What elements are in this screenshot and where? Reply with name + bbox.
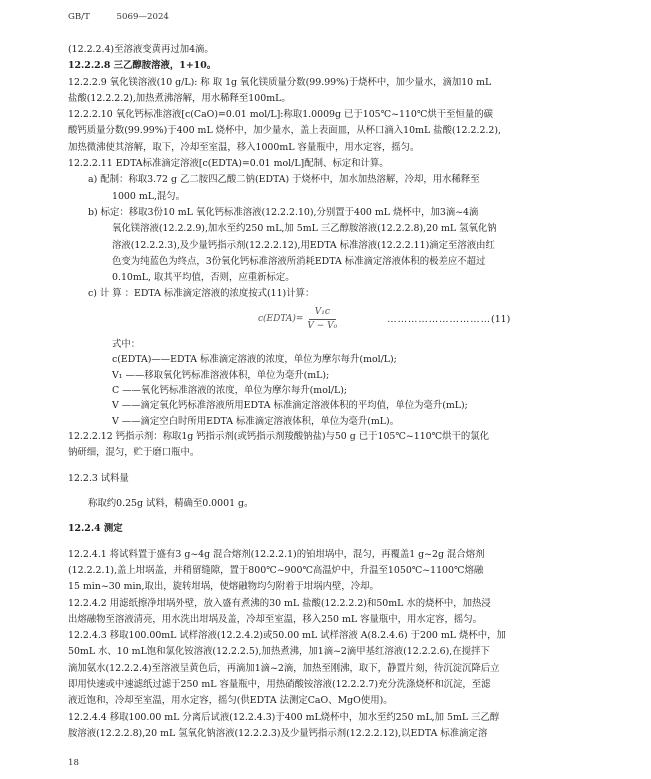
text-line: 滴加氨水(12.2.2.4)至溶液呈黄色后，再滴加1滴~2滴，加热至刚沸，取下，静置片刻，待沉淀沉降后立 [68,662,500,674]
text-line: 12.2.2.12 钙指示剂：称取1g 钙指示剂(或钙指示剂羧酸钠盐)与50 g 已于105℃~110℃烘干的氯化 [68,431,489,443]
text-line: 12.2.2.9 氧化镁溶液(10 g/L): 称 取 1g 氧化镁质量分数(99.99%)于烧杯中，加少量水，滴加10 mL [68,76,492,88]
text-line: 50mL 水、10 mL饱和氯化铵溶液(12.2.2.5),加热煮沸，加1滴~2滴甲基红溶液(12.2.2.6),在搅拌下 [68,646,490,658]
list-item: c) 计 算 ：EDTA 标准滴定溶液的浓度按式(11)计算： [88,288,315,300]
list-item-cont: 溶液(12.2.2.3),及少量钙指示剂(12.2.2.12),用EDTA 标准溶液(12.2.2.11)滴定至溶液由红 [112,239,495,251]
text-line: 15 min~30 min,取出，旋转坩埚，使熔融物均匀附着于坩埚内壁，冷却。 [68,581,379,593]
definition-line: V₁ ——移取氧化钙标准溶液体积，单位为毫升(mL); [112,369,330,381]
text-line: (12.2.2.4)至溶液变黄再过加4滴。 [68,44,214,55]
text-line: 12.2.4.3 移取100.00mL 试样溶液(12.2.4.2)或50.00 mL 试样溶液 A(8.2.4.6) 于200 mL 烧杯中，加 [68,630,506,642]
list-item-cont: 氧化镁溶液(12.2.2.9),加水至约250 mL,加 5mL 三乙醇胺溶液(12.2.2.8),20 mL 氢氧化钠 [112,223,497,235]
text-line: 胺溶液(12.2.2.8),20 mL 氢氧化钠溶液(12.2.2.3)及少量钙指示剂(12.2.2.12),以EDTA 标准滴定溶 [68,727,488,739]
text-line: 钠研细，混匀，贮于磨口瓶中。 [68,447,200,459]
text-line: 12.2.2.11 EDTA标准滴定溶液[c(EDTA)=0.01 mol/L]配制、标定和计算。 [68,158,389,170]
definition-line: C ——氧化钙标准溶液的浓度，单位为摩尔每升(mol/L); [112,384,348,396]
page-header [68,11,193,24]
list-item: a) 配制：称取3.72 g 乙二胺四乙酸二钠(EDTA) 于烧杯中，加水加热溶解，冷却，用水稀释至 [88,174,480,186]
text-line: (12.2.2.1),盖上坩埚盖，并稍留缝隙，置于800℃~900℃高温炉中，升温至1050℃~1100℃熔融 [68,564,484,576]
text-line: 称取约0.25g 试料，精确至0.0001 g。 [88,498,254,510]
text-line: 液近饱和，冷却至室温，用水定容，摇匀(供EDTA 法测定CaO、MgO使用)。 [68,695,393,707]
definition-line: V ——滴定空白时所用EDTA 标准滴定溶液体积，单位为毫升(mL)。 [112,415,400,427]
document-body [68,42,598,742]
text-line: 12.2.4.2 用滤纸擦净坩埚外壁，放入盛有煮沸的30 mL 盐酸(12.2.2.2)和50mL 水的烧杯中，加热浸 [68,597,491,609]
list-item: b) 标定：移取3份10 mL 氧化钙标准溶液(12.2.2.10),分别置于400 mL 烧杯中，加3滴~4滴 [88,206,479,218]
section-heading: 12.2.2.8 三乙醇胺溶液，1+10。 [68,60,217,72]
definition-line: c(EDTA)——EDTA 标准滴定溶液的浓度，单位为摩尔每升(mol/L); [112,354,397,366]
section-heading: 12.2.4 测定 [68,523,123,535]
list-item-cont: 色变为纯蓝色为终点，3份氧化钙标准溶液所消耗EDTA 标准滴定溶液体积的极差应不超过 [112,255,486,267]
formula-expression [258,306,337,334]
page-number: 18 [68,758,79,768]
where-label: 式中： [112,338,141,350]
formula-denominator: V − V₀ [307,321,338,332]
list-item-cont: 1000 mL,混匀。 [112,190,186,202]
definition-line: V ——滴定氧化钙标准溶液所用EDTA 标准滴定溶液体积的平均值，单位为毫升(mL); [112,400,468,412]
list-item-cont: 0.10mL, 取其平均值，否则，应重新标定。 [112,272,295,284]
formula-lhs: c(EDTA)= [258,314,304,324]
formula-number: (11) [491,313,511,325]
text-line: 加热微沸使其溶解，取下，冷却至室温，移入1000mL 容量瓶中，用水定容，摇匀。 [68,141,420,153]
text-line: 12.2.2.10 氧化钙标准溶液[c(CaO)=0.01 mol/L]:称取1.0009g 已于105℃~110℃烘干至恒量的碳 [68,109,493,121]
text-line: 酸钙质量分数(99.99%)于400 mL 烧杯中，加少量水，盖上表面皿，从杯口滴入10mL 盐酸(12.2.2.2), [68,125,501,137]
text-line: 12.2.4.4 移取100.00 mL 分离后试液(12.2.4.3)于400 mL烧杯中，加水至约250 mL,加 5mL 三乙醇 [68,711,500,723]
standard-number: 5069—2024 [116,12,169,22]
text-line: 出熔融物至溶液清亮，用水洗出坩埚及盖，冷却至室温，移入250 mL 容量瓶中，用水定容，摇匀。 [68,613,482,625]
text-line: 12.2.4.1 将试料置于盛有3 g~4g 混合熔剂(12.2.2.1)的铂坩埚中，混匀，再覆盖1 g~2g 混合熔剂 [68,548,485,560]
formula-11 [68,307,598,333]
text-line: 即用快速或中速滤纸过滤于250 mL 容量瓶中，用热硝酸铵溶液(12.2.2.7)充分洗涤烧杯和沉淀，至滤 [68,679,491,691]
section-heading: 12.2.3 试料量 [68,472,129,484]
text-line: 盐酸(12.2.2.2),加热煮沸溶解，用水稀释至100mL。 [68,92,291,104]
standard-code: GB/T [68,12,90,22]
formula-numerator: V₁c [309,306,336,321]
formula-leader-dots: ………………………… [387,313,492,325]
variable-definitions [68,337,598,429]
